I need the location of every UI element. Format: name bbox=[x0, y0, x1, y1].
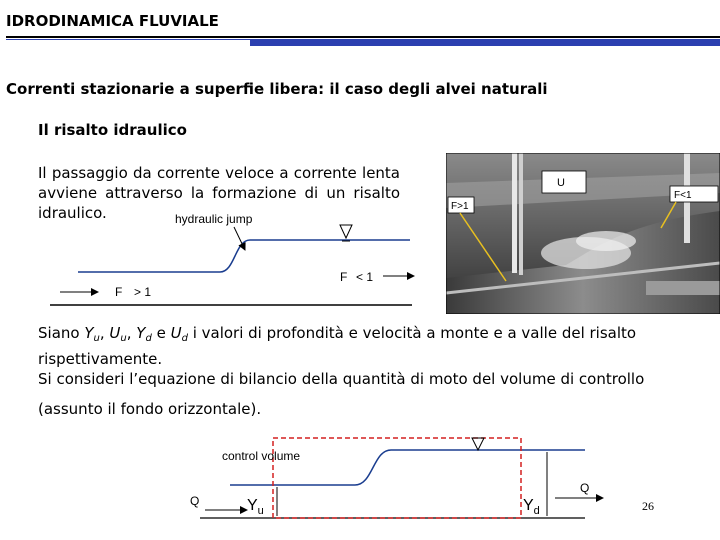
control-volume-diagram bbox=[185, 430, 635, 530]
body-paragraph: Siano $Y_u$, $U_u$, $Y_d$ e $U_d$ i valori di profondità e velocità a monte e a valle del risalto rispettivamente. Si consideri l’equazione di bilancio della quantità di moto del volume di controllo (assunto il fondo orizzontale). bbox=[38, 323, 698, 419]
water-surface bbox=[78, 240, 410, 272]
title-rule bbox=[6, 36, 720, 38]
upstream-froude-label: F bbox=[115, 285, 123, 299]
para-line-3: Si consideri l’equazione di bilancio della quantità di moto del volume di controllo bbox=[38, 370, 645, 388]
upstream-froude-cond: > 1 bbox=[134, 285, 152, 299]
photo-label-F-down: F<1 bbox=[674, 190, 692, 201]
intro-paragraph: Il passaggio da corrente veloce a corrente lenta avviene attraverso la formazione di un risalto idraulico. bbox=[38, 164, 400, 222]
symbol-sub: u bbox=[93, 333, 100, 344]
symbol-U: U bbox=[109, 324, 121, 342]
page-title: IDRODINAMICA FLUVIALE bbox=[6, 12, 219, 30]
outflow-Q-label: Q bbox=[580, 481, 590, 495]
para-line-4: (assunto il fondo orizzontale). bbox=[38, 400, 262, 418]
depth-Yu-label: $Y_u$ bbox=[247, 497, 264, 517]
hydraulic-jump-diagram bbox=[50, 205, 420, 315]
symbol-Y: Y bbox=[136, 324, 146, 342]
water-level-symbol bbox=[340, 225, 352, 238]
page-number: 26 bbox=[642, 499, 654, 513]
downstream-froude-label: F bbox=[340, 270, 348, 284]
photo-label-F-up: F>1 bbox=[451, 201, 469, 212]
photo-label-U: U bbox=[557, 177, 565, 189]
section-heading: Il risalto idraulico bbox=[38, 121, 187, 139]
symbol-sub: d bbox=[145, 333, 152, 344]
jump-label: hydraulic jump bbox=[175, 212, 253, 226]
slide-subtitle: Correnti stazionarie a superfie libera: il caso degli alvei naturali bbox=[6, 80, 548, 98]
symbol-sub: u bbox=[120, 333, 127, 344]
symbol-sub: d bbox=[181, 333, 188, 344]
hydraulic-jump-photo bbox=[446, 153, 720, 314]
para-text: Siano bbox=[38, 324, 85, 342]
symbol-U: U bbox=[170, 324, 182, 342]
symbol-Y: Y bbox=[84, 324, 94, 342]
inflow-Q-label: Q bbox=[190, 494, 200, 508]
para-line-2: rispettivamente. bbox=[38, 350, 163, 368]
control-volume-label: control volume bbox=[222, 449, 301, 463]
depth-Yd-label: $Y_d$ bbox=[523, 497, 540, 517]
downstream-froude-cond: < 1 bbox=[356, 270, 374, 284]
title-accent-bar bbox=[250, 39, 720, 46]
water-level-symbol bbox=[472, 438, 484, 450]
title-rule-thin bbox=[6, 39, 250, 40]
